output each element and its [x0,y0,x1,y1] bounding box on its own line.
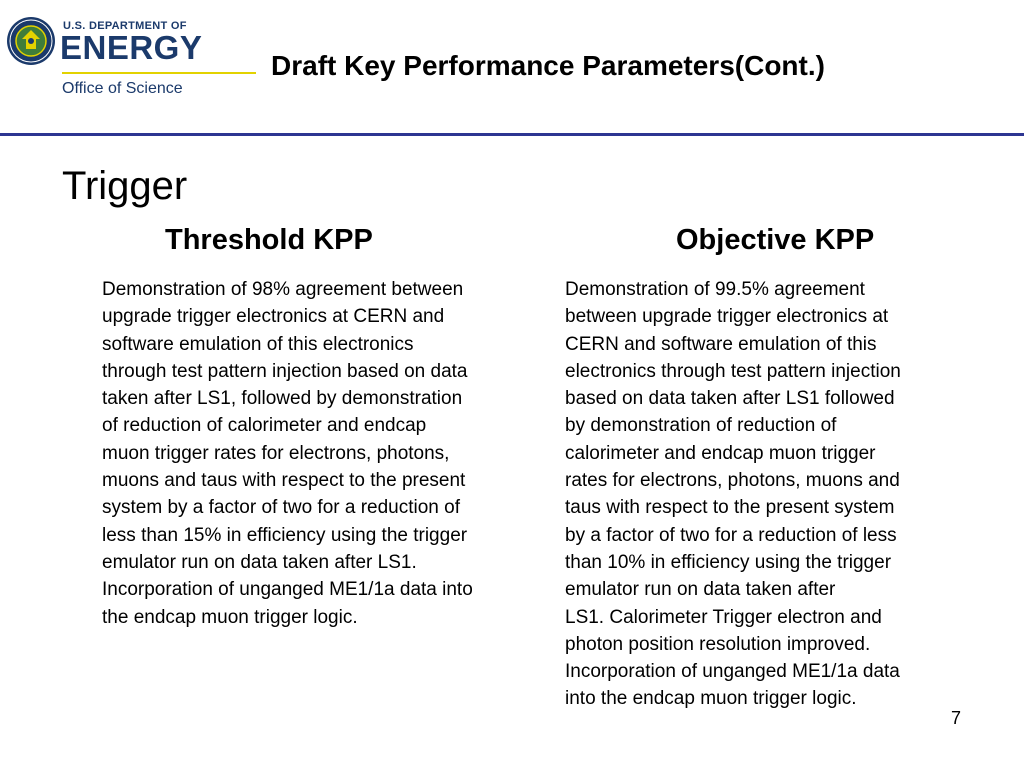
section-heading: Trigger [62,164,188,208]
slide-title: Draft Key Performance Parameters(Cont.) [271,50,825,81]
threshold-kpp-text: Demonstration of 98% agreement between upgrade trigger electronics at CERN and software emulation of this electronics through test pattern injection based on data taken after LS1, followed by demonstration of reduction of calorimeter and endcap muon trigger rates for electrons, photons, muons and taus with respect to the present system by a factor of two for a reduction of less than 15% in efficiency using the trigger emulator run on data taken after LS1. Incorporation of unganged ME1/1a data into the endcap muon trigger logic. [102,279,473,628]
logo-energy-text: ENERGY [60,29,203,66]
page-number: 7 [951,708,962,728]
threshold-kpp-heading: Threshold KPP [165,224,373,256]
logo-department-text: U.S. DEPARTMENT OF [63,20,187,32]
objective-kpp-text: Demonstration of 99.5% agreement between upgrade trigger electronics at CERN and software emulation of this electronics through test pattern injection based on data taken after LS1 followed by demonstration of reduction of calorimeter and endcap muon trigger rates for electrons, photons, muons and taus with respect to the present system by a factor of two for a reduction of less than 10% in efficiency using the trigger emulator run on data taken after LS1. Calorimeter Trigger electron and photon position resolution improved. Incorporation of unganged ME1/1a data into the endcap muon trigger logic. [565,279,901,710]
logo-divider [62,72,256,74]
logo-office-text: Office of Science [62,80,183,97]
title-divider [0,133,1024,136]
doe-seal-icon [6,16,56,66]
objective-kpp-heading: Objective KPP [676,224,875,256]
slide-header [0,0,1024,140]
